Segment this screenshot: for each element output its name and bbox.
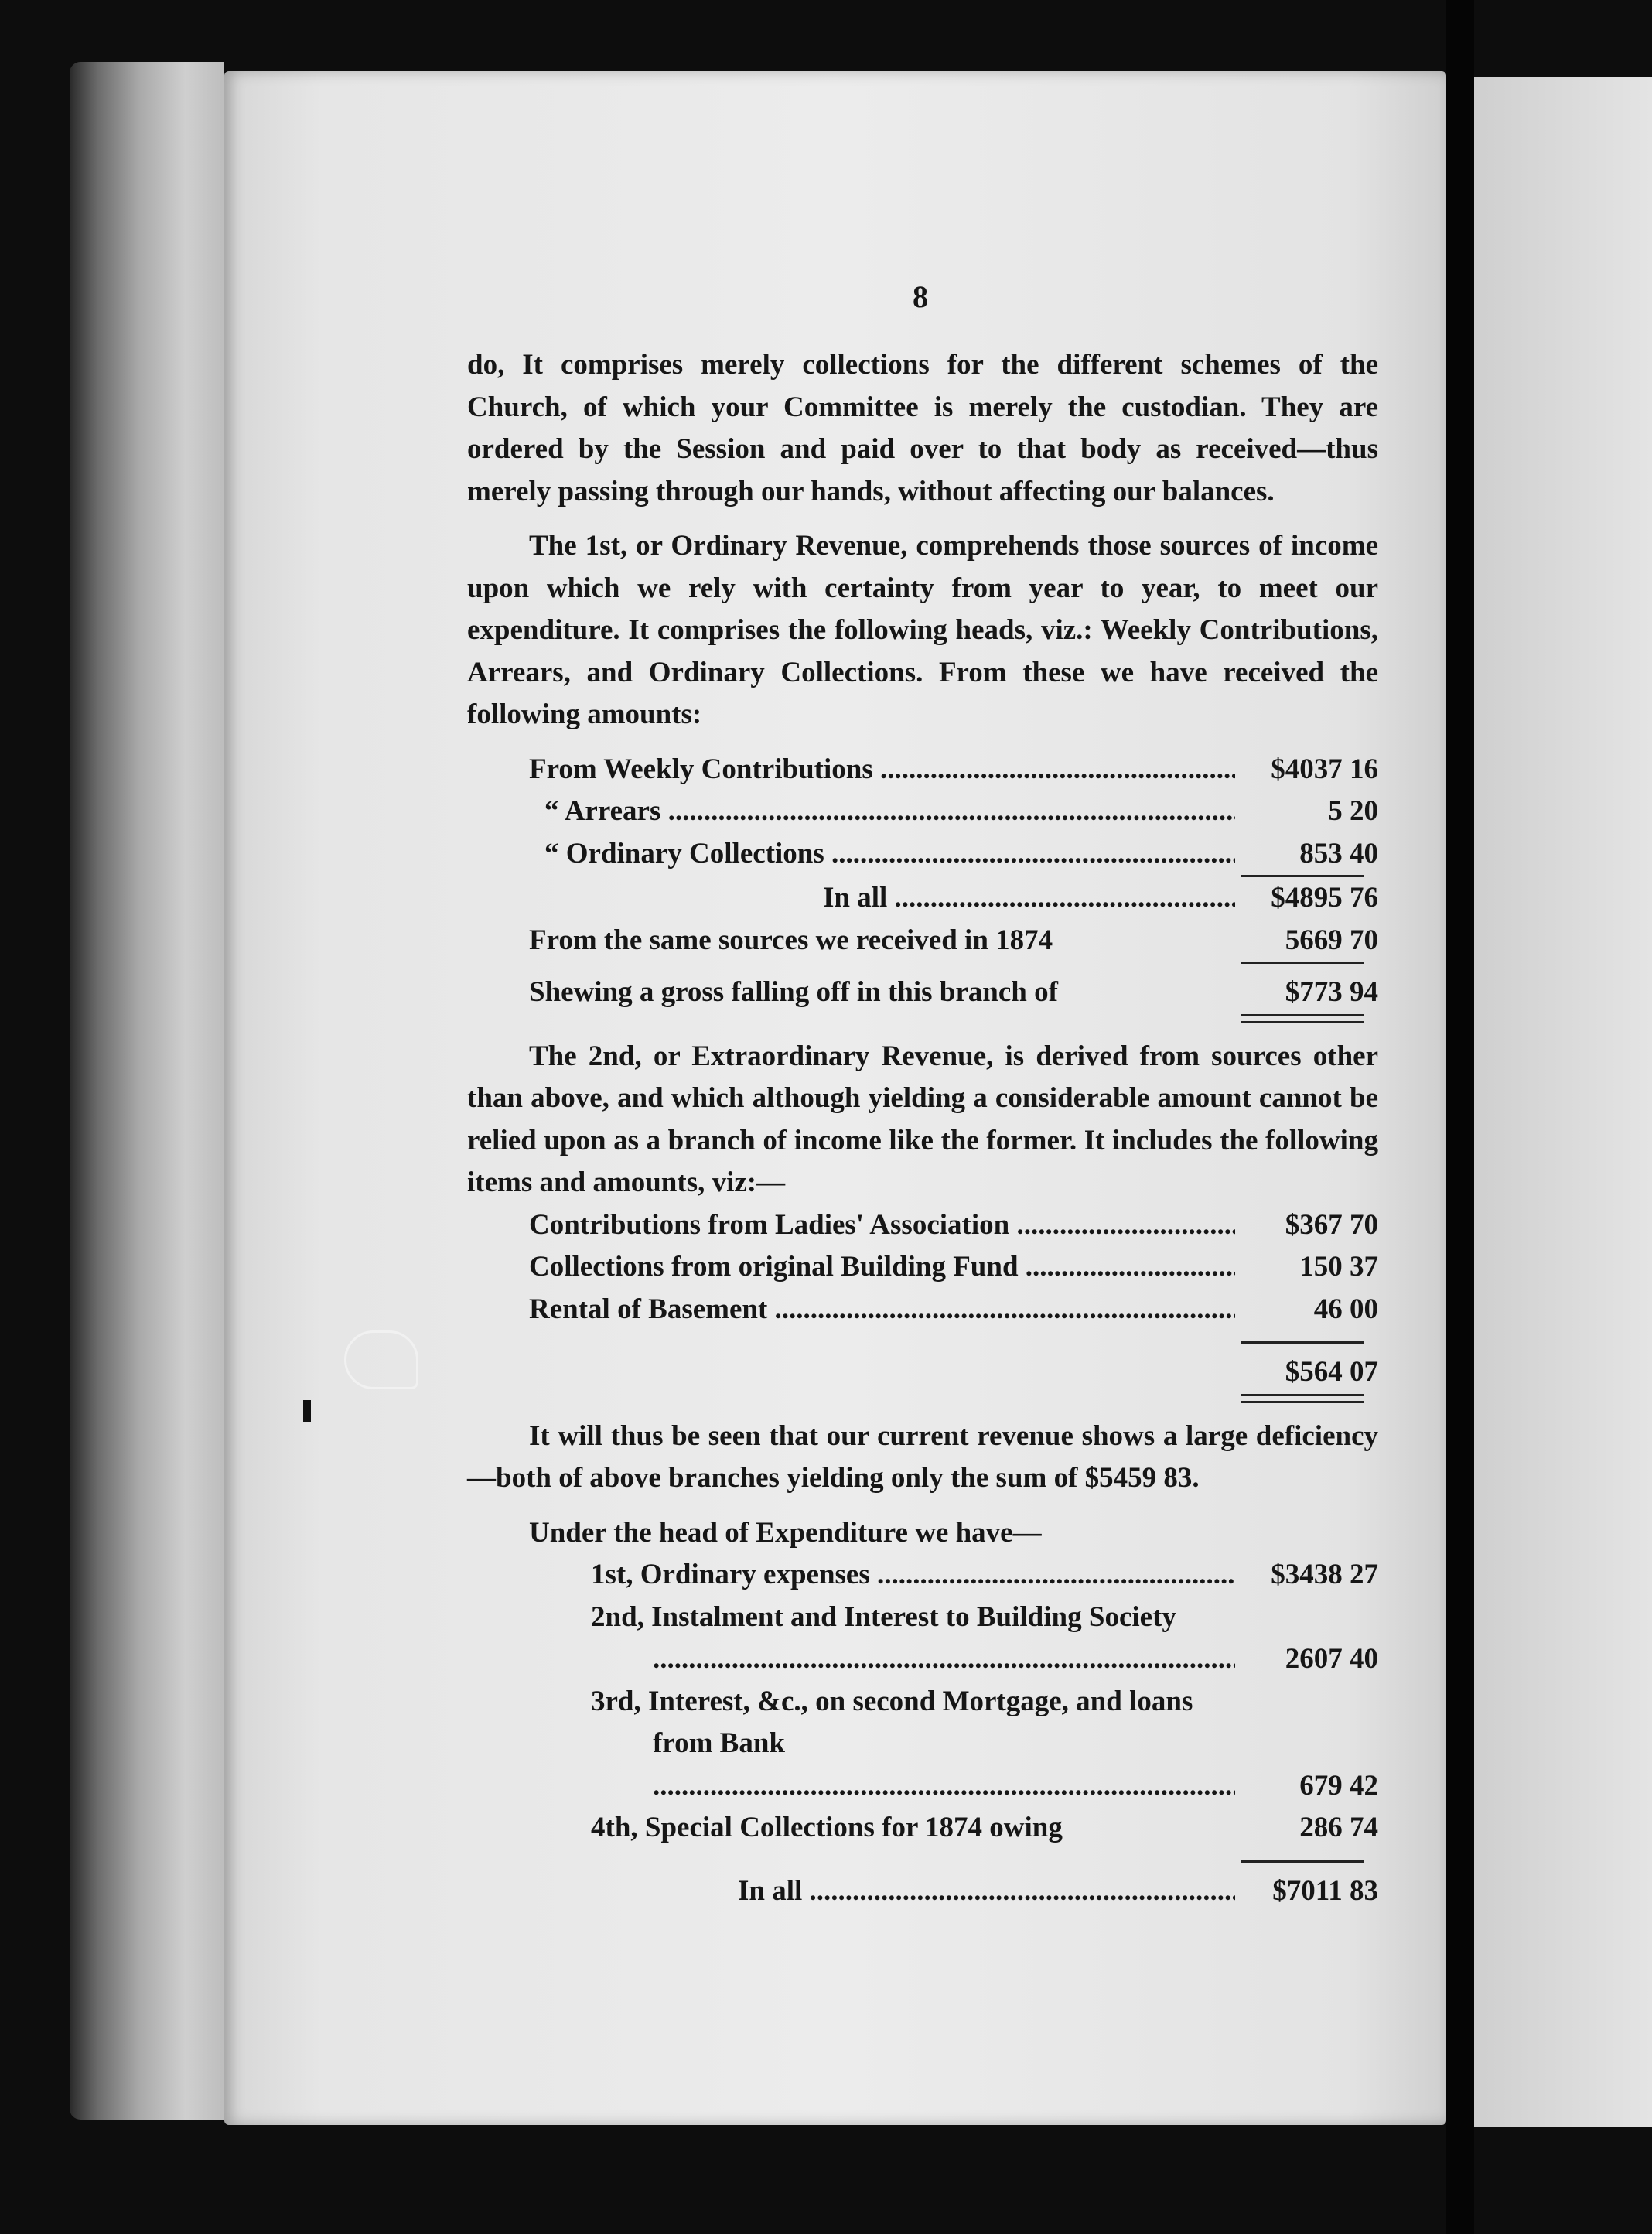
- expenditure-intro: Under the head of Expenditure we have—: [529, 1516, 1042, 1549]
- item-amount: 5669 70: [1285, 924, 1378, 956]
- falling-off: [529, 972, 1378, 1014]
- item-amount: 286 74: [1299, 1812, 1378, 1843]
- item-label: From the same sources we received in 1874: [529, 924, 1053, 956]
- expenditure-items: [591, 1554, 1378, 1912]
- double-rule: [1241, 1394, 1364, 1403]
- item-label: Shewing a gross falling off in this branch of: [529, 976, 1058, 1008]
- item-label: Contributions from Ladies' Association .....: [529, 1204, 1235, 1247]
- page-body: [467, 344, 1378, 1912]
- ordinary-item: [529, 749, 1378, 791]
- ordinary-item: [529, 833, 1378, 876]
- expenditure-item: [591, 1681, 1378, 1808]
- ordinary-item: [529, 791, 1378, 833]
- item-amount: 2607 40: [1285, 1643, 1378, 1675]
- ink-mark: [303, 1400, 311, 1422]
- page-gutter: [1446, 0, 1474, 2234]
- item-amount: $773 94: [1285, 976, 1378, 1008]
- item-label: Rental of Basement .....: [529, 1289, 1235, 1331]
- ordinary-items: [529, 749, 1378, 1023]
- stain-mark: [344, 1330, 418, 1389]
- extra-item: [529, 1289, 1378, 1331]
- extra-item: [529, 1204, 1378, 1247]
- item-amount: 46 00: [1313, 1293, 1378, 1325]
- sum-rule: [1241, 962, 1364, 964]
- intro-paragraph: do, It comprises merely collections for the different schemes of the Church, of which your Committee is merely the custodian. They are ordered by the Session and paid over to that body as received—thus merely passing through our hands, without affecting our balances.: [467, 349, 1378, 507]
- item-amount: $564 07: [1285, 1356, 1378, 1388]
- item-label: “ Arrears .....: [529, 791, 1235, 833]
- item-amount: 5 20: [1328, 795, 1378, 827]
- double-rule: [1241, 1014, 1364, 1023]
- sum-rule: [1241, 1341, 1364, 1344]
- expenditure-item: [591, 1597, 1378, 1681]
- item-amount: $4037 16: [1271, 753, 1378, 785]
- item-label: 3rd, Interest, &c., on second Mortgage, and loans from Bank .....: [591, 1681, 1235, 1808]
- book-spine: [70, 62, 224, 2120]
- extra-items: [529, 1204, 1378, 1403]
- item-label: 1st, Ordinary expenses .....: [591, 1554, 1235, 1597]
- item-amount: $3438 27: [1271, 1559, 1378, 1590]
- ordinary-total: [529, 877, 1378, 920]
- item-label: In all .....: [529, 877, 1235, 920]
- page-number: 8: [913, 279, 928, 314]
- right-page: [1474, 77, 1652, 2127]
- item-label: “ Ordinary Collections .....: [529, 833, 1235, 876]
- ordinary-revenue-paragraph: The 1st, or Ordinary Revenue, comprehends those sources of income upon which we rely with certainty from year to year, to meet our expenditure. It comprises the following heads, viz.: Weekly Contributions, Arrears, and Ordinary Collections. From these we have received the following amounts:: [467, 530, 1378, 730]
- item-label: From Weekly Contributions .....: [529, 749, 1235, 791]
- deficiency-paragraph: It will thus be seen that our current revenue shows a large deficiency—both of above branches yielding only the sum of $5459 83.: [467, 1419, 1378, 1494]
- sum-rule: [1241, 1860, 1364, 1863]
- item-label: 2nd, Instalment and Interest to Building Society .....: [591, 1597, 1235, 1681]
- item-amount: 150 37: [1299, 1251, 1378, 1283]
- extra-item: [529, 1246, 1378, 1289]
- item-amount: $367 70: [1285, 1208, 1378, 1241]
- item-label: Collections from original Building Fund .....: [529, 1246, 1235, 1289]
- item-amount: 679 42: [1299, 1769, 1378, 1802]
- item-label: 4th, Special Collections for 1874 owing: [591, 1812, 1063, 1843]
- extra-total: [529, 1351, 1378, 1394]
- item-amount: $7011 83: [1272, 1874, 1378, 1907]
- item-label: In all .....: [591, 1870, 1235, 1913]
- expenditure-item: [591, 1554, 1378, 1597]
- item-amount: $4895 76: [1271, 882, 1378, 914]
- expenditure-item: [591, 1807, 1378, 1850]
- previous-year: [529, 920, 1378, 962]
- item-amount: 853 40: [1299, 837, 1378, 869]
- extraordinary-revenue-paragraph: The 2nd, or Extraordinary Revenue, is derived from sources other than above, and which although yielding a considerable amount cannot be relied upon as a branch of income like the former. It includes the following items and amounts, viz:—: [467, 1040, 1378, 1198]
- expenditure-total: [591, 1870, 1378, 1913]
